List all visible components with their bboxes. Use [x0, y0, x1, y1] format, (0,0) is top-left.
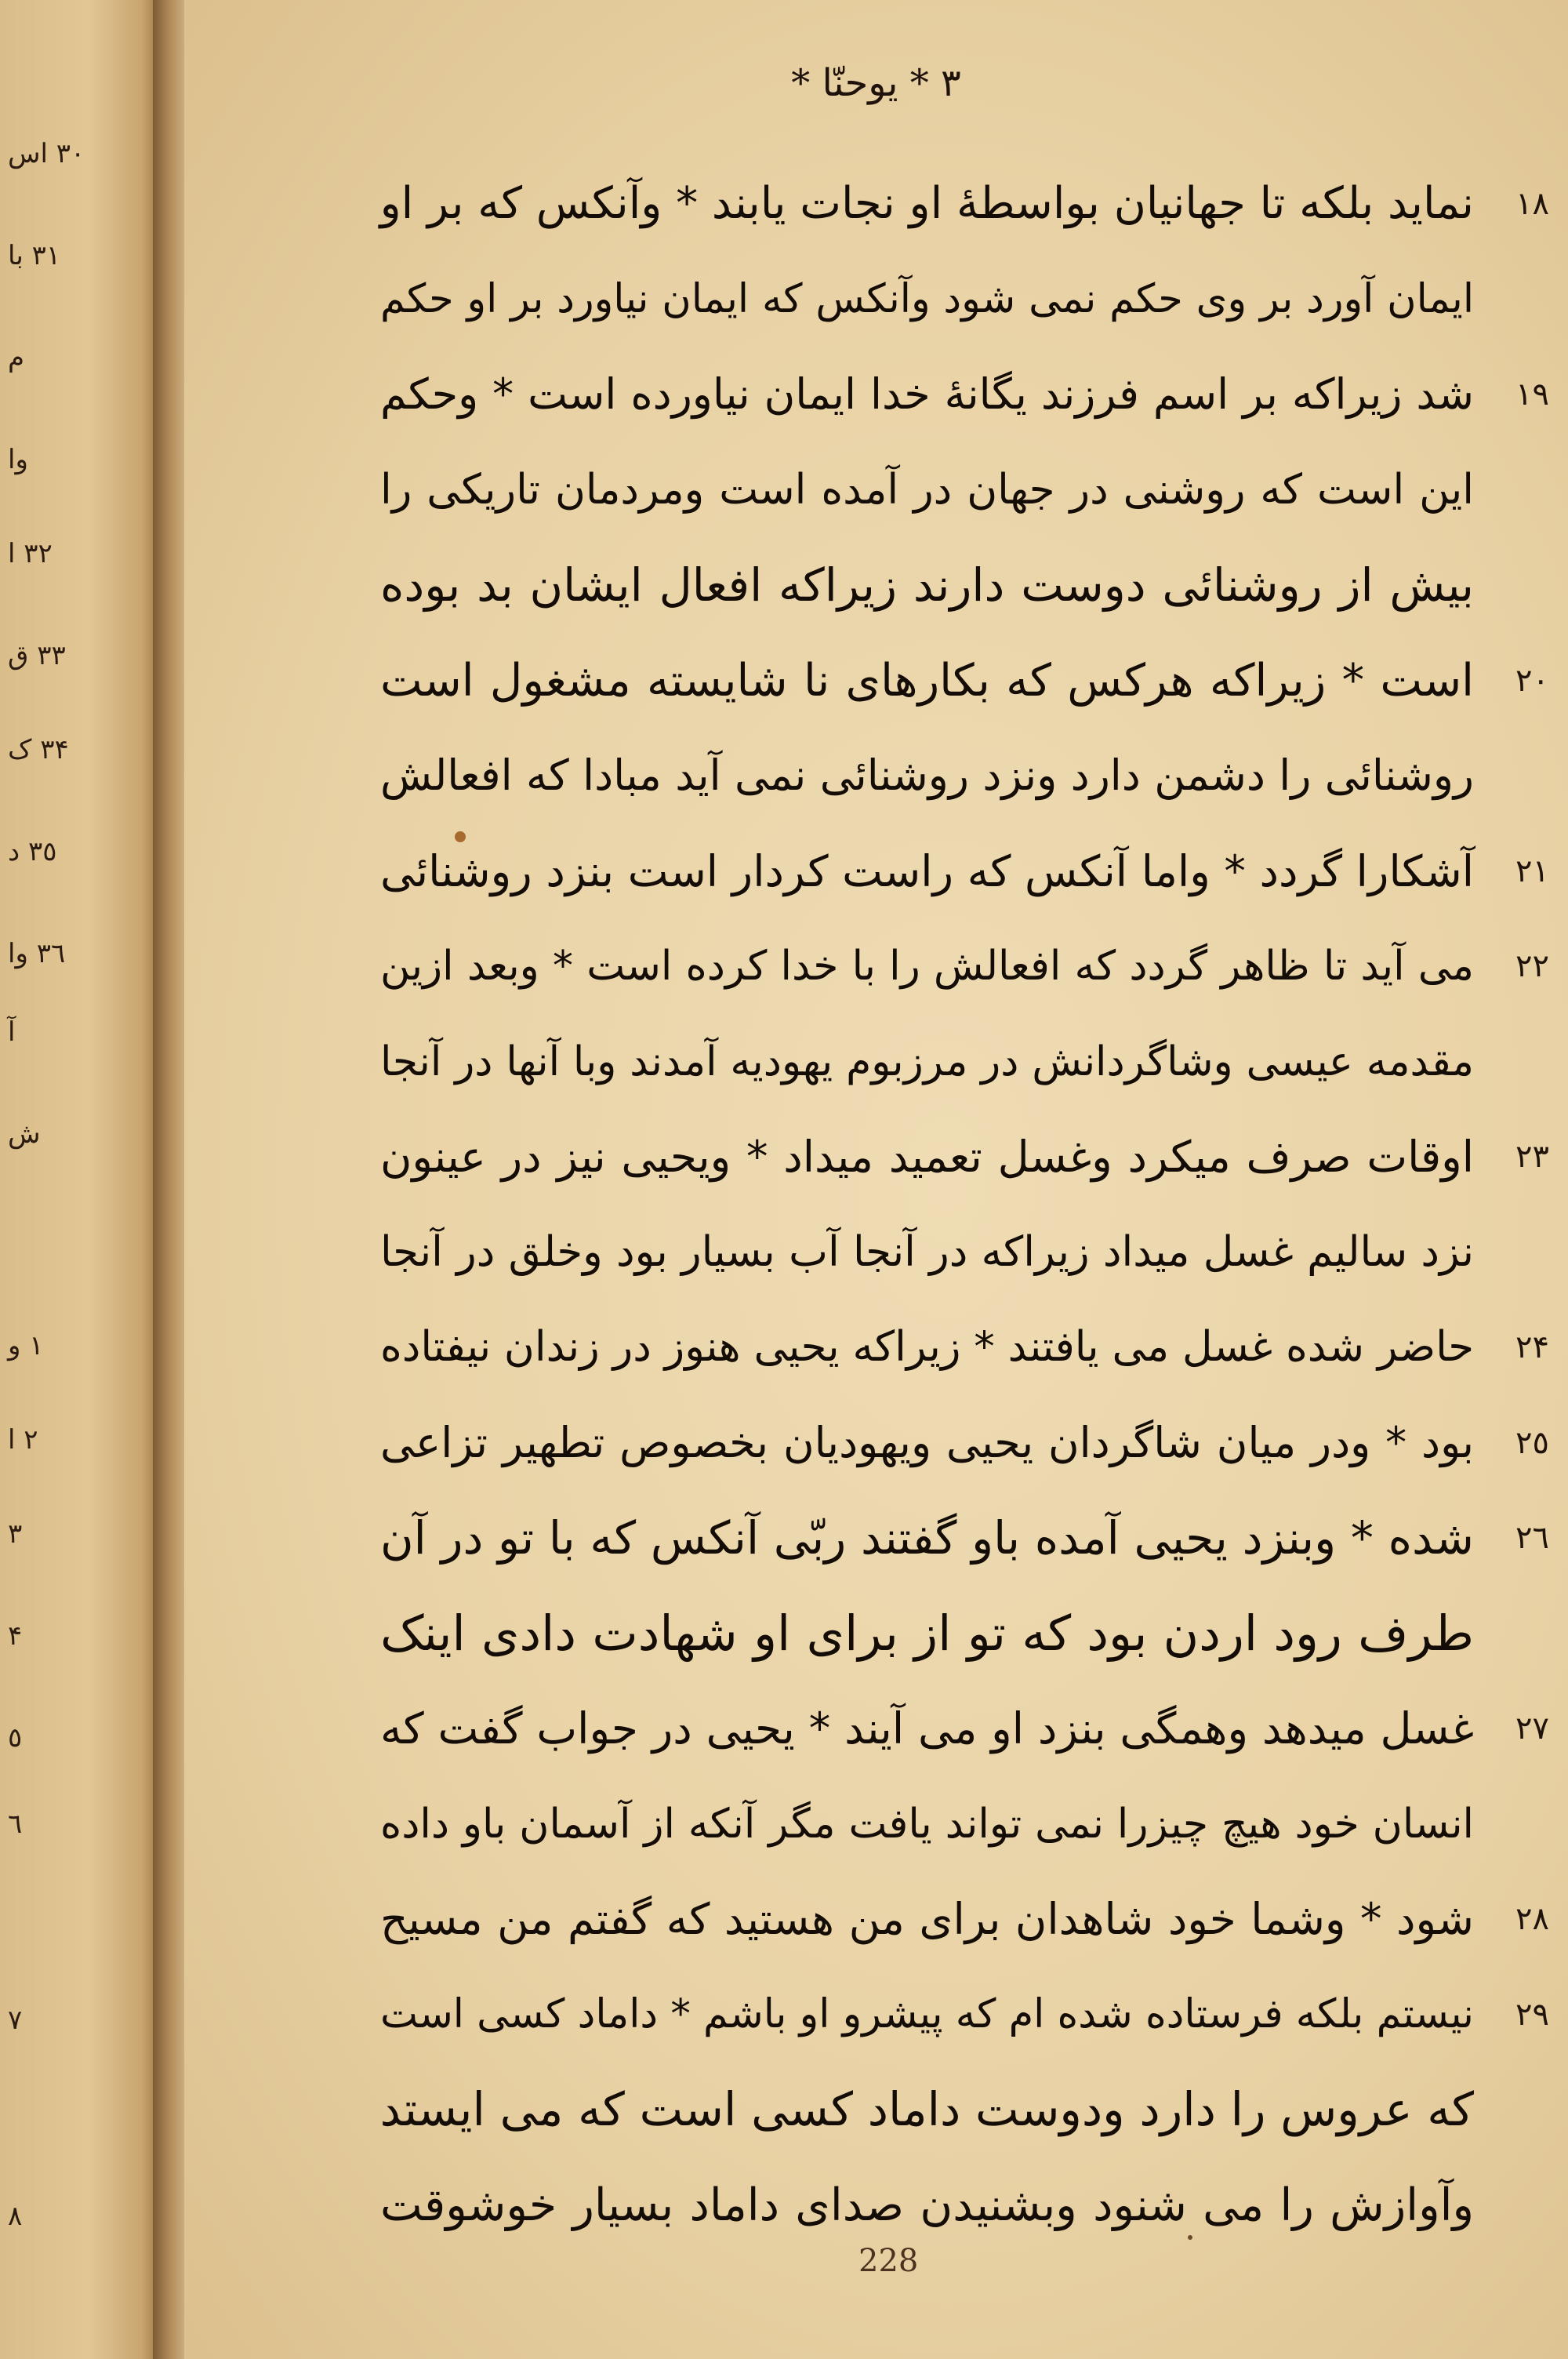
text-line — [184, 2063, 1568, 2157]
running-head: * ٣ * یوحنّا — [791, 61, 961, 105]
paper-speck — [1188, 2235, 1192, 2240]
book-page — [184, 0, 1568, 2359]
previous-page-fragment: ٣٢ ا — [8, 538, 53, 569]
text-line — [184, 2158, 1568, 2252]
previous-page-fragment: ٣٥ د — [8, 836, 57, 867]
line-text: نماید بلکه تا جهانیان بواسطهٔ او نجات یابند * وآنکس که بر او — [379, 178, 1474, 229]
line-text: بیش از روشنائی دوست دارند زیراکه افعال ایشان بد بوده — [380, 558, 1474, 612]
line-text: آشکارا گردد * واما آنکس که راست کردار است بنزد روشنائی — [380, 845, 1474, 896]
line-text: نیستم بلکه فرستاده شده ام که پیشرو او باشم * داماد کسی است — [379, 1990, 1474, 2037]
line-text: اوقات صرف میکرد وغسل تعمید میداد * ویحیی نیز در عینون — [380, 1132, 1474, 1182]
previous-page-fragment: ٦ — [8, 1808, 23, 1840]
previous-page-fragment: م — [8, 342, 25, 373]
text-line — [184, 919, 1568, 1013]
text-line — [184, 1491, 1568, 1585]
line-text: حاضر شده غسل می یافتند * زیراکه یحیی هنوز در زندان نیفتاده — [380, 1323, 1474, 1371]
text-line — [184, 729, 1568, 823]
verse-number: ٢٨ — [1515, 1901, 1549, 1937]
text-line — [184, 1015, 1568, 1109]
text-line — [184, 634, 1568, 728]
line-text: غسل میدهد وهمگی بنزد او می آیند * یحیی در جواب گفت که — [380, 1703, 1474, 1754]
text-line — [184, 157, 1568, 251]
line-text: این است که روشنی در جهان در آمده است ومردمان تاریکی را — [380, 465, 1474, 514]
text-line — [184, 1681, 1568, 1776]
previous-page-fragment: ۴ — [8, 1620, 23, 1652]
text-line — [184, 1872, 1568, 1966]
page-body — [184, 0, 1568, 2359]
previous-page-fragment: ٣١ با — [8, 240, 61, 271]
previous-page-fragment: ٣٣ ق — [8, 640, 66, 671]
previous-page-fragment: ش — [8, 1118, 41, 1150]
verse-number: ٢٥ — [1515, 1424, 1549, 1461]
verse-number: ٢٩ — [1515, 1996, 1549, 2033]
line-text: شده * وبنزد یحیی آمده باو گفتند ربّی آنکس که با تو در آن — [380, 1511, 1474, 1565]
line-text: می آید تا ظاهر گردد که افعالش را با خدا کرده است * وبعد ازین — [380, 943, 1474, 990]
previous-page-edge — [0, 0, 161, 2359]
verse-number: ١٨ — [1515, 186, 1549, 222]
verse-number: ٢٠ — [1515, 662, 1549, 699]
line-text: طرف رود اردن بود که تو از برای او شهادت دادی اینک — [380, 1604, 1474, 1662]
previous-page-fragment: وا — [8, 444, 28, 475]
text-line — [184, 1777, 1568, 1871]
text-line — [184, 443, 1568, 537]
verse-number: ٢٦ — [1515, 1520, 1549, 1556]
line-text: است * زیراکه هرکس که بکارهای نا شایسته مشغول است — [380, 654, 1474, 707]
text-line — [184, 1396, 1568, 1490]
verse-number: ١٩ — [1515, 376, 1549, 413]
text-line — [184, 1968, 1568, 2062]
line-text: انسان خود هیچ چیزرا نمی تواند یافت مگر آنکه از آسمان باو داده — [380, 1800, 1474, 1848]
line-text: شد زیراکه بر اسم فرزند یگانهٔ خدا ایمان نیاورده است * وحکم — [380, 369, 1474, 419]
previous-page-fragment: آ — [8, 1016, 16, 1048]
verse-number: ٢٧ — [1515, 1710, 1549, 1747]
line-text: ایمان آورد بر وی حکم نمی شود وآنکس که ایمان نیاورد بر او حکم — [380, 275, 1474, 322]
text-line — [184, 1110, 1568, 1204]
page-number: 228 — [858, 2243, 919, 2279]
paper-stain — [455, 831, 466, 842]
line-text: بود * ودر میان شاگردان یحیی ویهودیان بخصوص تطهیر تزاعی — [380, 1417, 1474, 1467]
line-text: وآوازش را می شنود وبشنیدن صدای داماد بسیار خوشوقت — [380, 2179, 1474, 2231]
line-text: نزد سالیم غسل میداد زیراکه در آنجا آب بسیار بود وخلق در آنجا — [380, 1227, 1474, 1276]
verse-number: ٢١ — [1515, 852, 1549, 889]
text-line — [184, 538, 1568, 632]
previous-page-fragment: ٢ ا — [8, 1424, 38, 1456]
text-line — [184, 824, 1568, 918]
previous-page-fragment: ٣٠ اس — [8, 138, 85, 169]
text-line — [184, 347, 1568, 442]
previous-page-fragment: ٣٦ وا — [8, 938, 66, 969]
previous-page-fragment: ٥ — [8, 1722, 23, 1754]
line-text: که عروس را دارد ودوست داماد کسی است که می ایستد — [379, 2082, 1474, 2136]
previous-page-fragment: ٣ — [8, 1518, 23, 1550]
line-text: شود * وشما خود شاهدان برای من هستید که گفتم من مسیح — [380, 1894, 1474, 1944]
line-text: روشنائی را دشمن دارد ونزد روشنائی نمی آید مبادا که افعالش — [380, 751, 1474, 800]
previous-page-fragment: ٣۴ ک — [8, 734, 69, 765]
line-text: مقدمه عیسی وشاگردانش در مرزبوم یهودیه آمدند وبا آنها در آنجا — [380, 1038, 1474, 1085]
previous-page-fragment: ١ و — [8, 1330, 44, 1361]
verse-number: ٢٣ — [1515, 1139, 1549, 1175]
text-line — [184, 1205, 1568, 1299]
text-line — [184, 1587, 1568, 1681]
verse-number: ٢٢ — [1515, 948, 1549, 984]
text-line — [184, 1300, 1568, 1394]
verse-number: ٢۴ — [1515, 1329, 1549, 1365]
previous-page-fragment: ٧ — [8, 2005, 23, 2036]
previous-page-fragment: ٨ — [8, 2201, 23, 2232]
text-line — [184, 253, 1568, 347]
